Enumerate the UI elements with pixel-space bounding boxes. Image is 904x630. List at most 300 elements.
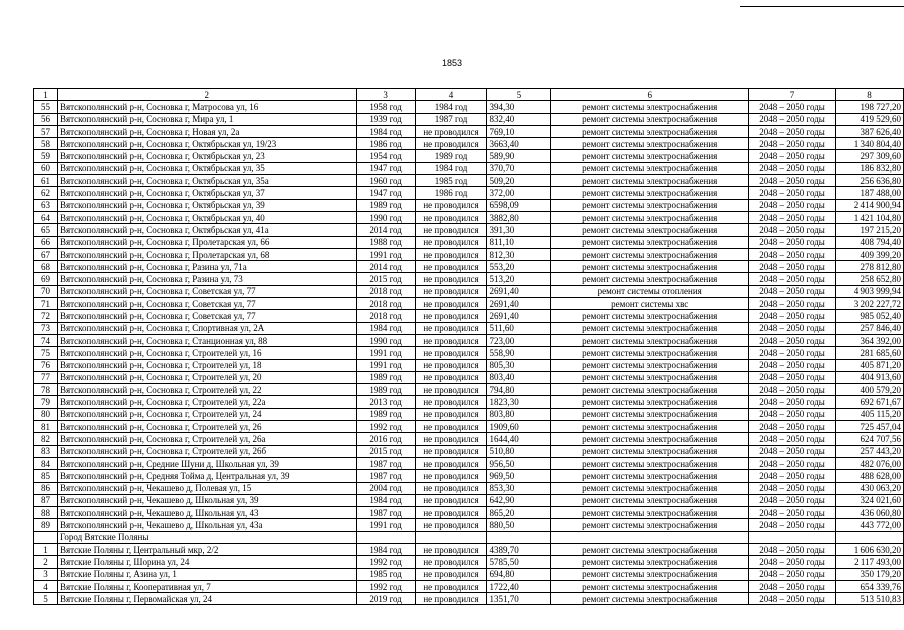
table-cell [487,531,551,543]
table-cell: 88 [34,507,58,519]
table-cell: 985 052,40 [836,310,904,322]
table-row [34,224,904,236]
table-cell: не проводился [415,556,487,568]
table-row [34,248,904,260]
table-cell: 59 [34,150,58,162]
column-number-cell: 2 [57,89,356,101]
table-cell: 198 727,20 [836,101,904,113]
page-number: 1853 [441,58,463,68]
table-cell: 794,80 [487,384,551,396]
table-cell: ремонт системы электроснабжения [551,421,749,433]
table-cell: не проводился [415,371,487,383]
table-cell: 2048 – 2050 годы [749,347,836,359]
table-cell: 78 [34,384,58,396]
table-cell: Вятскополянский р-н, Сосновка г, Строителей ул, 22 [57,384,356,396]
table-cell: 79 [34,396,58,408]
table-cell: не проводился [415,248,487,260]
table-cell: 197 215,20 [836,224,904,236]
table-cell: 2048 – 2050 годы [749,359,836,371]
table-cell: 2048 – 2050 годы [749,162,836,174]
table-cell: Вятскополянский р-н, Сосновка г, Пролетарская ул, 68 [57,248,356,260]
table-row [34,347,904,359]
table-cell: 2048 – 2050 годы [749,371,836,383]
table-cell: не проводился [415,138,487,150]
table-cell: 2691,40 [487,285,551,297]
table-cell: 853,30 [487,482,551,494]
table-row [34,371,904,383]
table-cell: Вятскополянский р-н, Чекашево д, Полевая ул, 15 [57,482,356,494]
table-row [34,310,904,322]
table-cell: 1986 год [415,187,487,199]
table-cell: 880,50 [487,519,551,531]
table-cell: 1992 год [356,556,415,568]
table-cell: 2048 – 2050 годы [749,494,836,506]
table-cell: ремонт системы электроснабжения [551,408,749,420]
table-cell: 553,20 [487,261,551,273]
table-cell: 57 [34,125,58,137]
table-cell: не проводился [415,384,487,396]
table-cell: ремонт системы электроснабжения [551,125,749,137]
table-cell: 2013 год [356,396,415,408]
table-cell: 1909,60 [487,421,551,433]
table-cell: 2048 – 2050 годы [749,125,836,137]
table-cell: 2048 – 2050 годы [749,396,836,408]
table-cell: 72 [34,310,58,322]
table-cell: 1 [34,543,58,555]
table-row [34,445,904,457]
table-cell: 68 [34,261,58,273]
table-cell: Вятскополянский р-н, Сосновка г, Разина ул, 73 [57,273,356,285]
table-cell: не проводился [415,408,487,420]
table-row [34,322,904,334]
table-cell: не проводился [415,298,487,310]
table-cell: ремонт системы электроснабжения [551,482,749,494]
table-cell: не проводился [415,322,487,334]
table-cell: 60 [34,162,58,174]
table-cell: 67 [34,248,58,260]
table-cell: 2048 – 2050 годы [749,482,836,494]
table-cell [34,531,58,543]
table-row [34,359,904,371]
table-cell: не проводился [415,285,487,297]
table-cell: Вятскополянский р-н, Сосновка г, Октябрьская ул, 35а [57,175,356,187]
table-cell: не проводился [415,310,487,322]
table-cell: 2048 – 2050 годы [749,519,836,531]
table-cell: Вятскополянский р-н, Сосновка г, Спортивная ул, 2А [57,322,356,334]
table-cell: не проводился [415,334,487,346]
table-cell: 61 [34,175,58,187]
table-cell: ремонт системы электроснабжения [551,347,749,359]
table-row [34,175,904,187]
table-cell: Вятскополянский р-н, Сосновка г, Строителей ул, 18 [57,359,356,371]
table-cell: ремонт системы электроснабжения [551,199,749,211]
table-cell: ремонт системы электроснабжения [551,556,749,568]
table-cell: 409 399,20 [836,248,904,260]
table-cell: 2016 год [356,433,415,445]
table-row [34,334,904,346]
table-cell: Вятскополянский р-н, Сосновка г, Строителей ул, 20 [57,371,356,383]
table-cell: 2048 – 2050 годы [749,248,836,260]
table-cell: 2015 год [356,445,415,457]
table-cell: не проводился [415,359,487,371]
table-cell: 1 340 804,40 [836,138,904,150]
table-cell: 1992 год [356,580,415,592]
table-cell: не проводился [415,261,487,273]
table-cell: 400 579,20 [836,384,904,396]
table-cell: 75 [34,347,58,359]
table-cell: 642,90 [487,494,551,506]
table-cell: 482 076,00 [836,457,904,469]
table-row [34,568,904,580]
table-cell: 2048 – 2050 годы [749,433,836,445]
table-cell: 2048 – 2050 годы [749,298,836,310]
table-cell: ремонт системы электроснабжения [551,261,749,273]
table-cell: 1960 год [356,175,415,187]
table-cell: 1984 год [356,494,415,506]
table-cell: ремонт системы электроснабжения [551,224,749,236]
table-cell: 4 [34,580,58,592]
table-row [34,138,904,150]
table-cell: 419 529,60 [836,113,904,125]
table-row [34,556,904,568]
table-cell: 404 913,60 [836,371,904,383]
table-row [34,421,904,433]
table-cell: не проводился [415,519,487,531]
table-cell: 589,90 [487,150,551,162]
section-row [34,531,904,543]
table-cell [356,531,415,543]
table-cell: Вятские Поляны г, Кооперативная ул, 7 [57,580,356,592]
table-cell: ремонт системы электроснабжения [551,396,749,408]
table-cell: 1992 год [356,421,415,433]
table-cell: 1989 год [356,408,415,420]
table-cell: Вятскополянский р-н, Сосновка г, Строителей ул, 26 [57,421,356,433]
table-cell: 324 021,60 [836,494,904,506]
table-cell: ремонт системы электроснабжения [551,494,749,506]
table-cell: 65 [34,224,58,236]
table-cell: 76 [34,359,58,371]
table-cell: 82 [34,433,58,445]
table-cell: 513,20 [487,273,551,285]
table-cell: 62 [34,187,58,199]
table-cell: 2 414 900,94 [836,199,904,211]
table-cell: Вятскополянский р-н, Сосновка г, Строителей ул, 26а [57,433,356,445]
table-cell: 84 [34,457,58,469]
table-cell: ремонт системы электроснабжения [551,113,749,125]
table-cell: 258 652,80 [836,273,904,285]
table-cell: 408 794,40 [836,236,904,248]
table-cell: 86 [34,482,58,494]
table-cell: 2691,40 [487,310,551,322]
top-rule [740,6,904,7]
table-row [34,125,904,137]
table-cell: 364 392,00 [836,334,904,346]
table-cell: 394,30 [487,101,551,113]
table-row [34,384,904,396]
table-row [34,519,904,531]
table-cell: 1722,40 [487,580,551,592]
table-cell: ремонт системы электроснабжения [551,593,749,605]
table-cell: 2018 год [356,310,415,322]
table-cell: не проводился [415,482,487,494]
table-cell: 3 202 227,72 [836,298,904,310]
table-cell: Вятскополянский р-н, Сосновка г, Разина ул, 71а [57,261,356,273]
table-cell: 66 [34,236,58,248]
column-number-cell: 3 [356,89,415,101]
table-row [34,211,904,223]
table-cell: 2048 – 2050 годы [749,150,836,162]
table-cell: 2048 – 2050 годы [749,322,836,334]
table-row [34,187,904,199]
table-cell: Вятскополянский р-н, Сосновка г, Станционная ул, 88 [57,334,356,346]
table-cell: 2048 – 2050 годы [749,101,836,113]
table-cell: 2 [34,556,58,568]
table-cell: Вятскополянский р-н, Чекашево д, Школьная ул, 43а [57,519,356,531]
table-cell: не проводился [415,433,487,445]
column-number-cell: 7 [749,89,836,101]
table-cell: 723,00 [487,334,551,346]
table-cell: Вятскополянский р-н, Сосновка г, Советская ул, 77 [57,310,356,322]
table-cell: Вятскополянский р-н, Сосновка г, Строителей ул, 22а [57,396,356,408]
table-cell: 2048 – 2050 годы [749,568,836,580]
table-cell: 1988 год [356,236,415,248]
table-cell: 811,10 [487,236,551,248]
table-cell: 55 [34,101,58,113]
table-cell: Вятские Поляны г, Азина ул, 1 [57,568,356,580]
table-cell: 4 903 999,94 [836,285,904,297]
table-cell: 1987 год [415,113,487,125]
table-cell: 83 [34,445,58,457]
table-cell: Вятскополянский р-н, Сосновка г, Строителей ул, 24 [57,408,356,420]
table-cell: 405 115,20 [836,408,904,420]
table-cell: 1991 год [356,248,415,260]
table-cell: 1989 год [356,371,415,383]
table-cell: 2015 год [356,273,415,285]
table-row [34,507,904,519]
table-row [34,408,904,420]
table-cell: ремонт системы электроснабжения [551,433,749,445]
table-cell: 2048 – 2050 годы [749,593,836,605]
table-cell: 430 063,20 [836,482,904,494]
table-cell: Вятскополянский р-н, Сосновка г, Новая ул, 2а [57,125,356,137]
table-cell [551,531,749,543]
table-row [34,580,904,592]
table-cell: 74 [34,334,58,346]
table-cell: 387 626,40 [836,125,904,137]
table-cell: 2048 – 2050 годы [749,457,836,469]
table-cell: не проводился [415,199,487,211]
table-cell: 1984 год [356,125,415,137]
table-row [34,470,904,482]
table-cell: 2048 – 2050 годы [749,273,836,285]
table-cell: 2048 – 2050 годы [749,384,836,396]
table-cell: 391,30 [487,224,551,236]
table-cell: 5785,50 [487,556,551,568]
table-cell: ремонт системы электроснабжения [551,580,749,592]
table-cell: 1989 год [356,384,415,396]
table-cell: 624 707,56 [836,433,904,445]
table-cell: 2048 – 2050 годы [749,187,836,199]
table-row [34,150,904,162]
table-row [34,433,904,445]
table-cell [836,531,904,543]
table-cell: 69 [34,273,58,285]
table-cell: ремонт системы электроснабжения [551,101,749,113]
table-cell: 1644,40 [487,433,551,445]
table-row [34,593,904,605]
register-table [33,88,904,605]
table-cell: ремонт системы электроснабжения [551,359,749,371]
table-cell: не проводился [415,211,487,223]
table-row [34,494,904,506]
table-cell: 405 871,20 [836,359,904,371]
table-cell: 2691,40 [487,298,551,310]
table-cell: 1991 год [356,519,415,531]
table-cell: 58 [34,138,58,150]
table-cell: ремонт системы электроснабжения [551,384,749,396]
table-cell: Вятскополянский р-н, Сосновка г, Октябрьская ул, 35 [57,162,356,174]
table-row [34,482,904,494]
table-cell: 5 [34,593,58,605]
table-cell: Город Вятские Поляны [57,531,356,543]
table-cell: не проводился [415,457,487,469]
table-cell: не проводился [415,494,487,506]
table-cell: 297 309,60 [836,150,904,162]
table-cell: не проводился [415,396,487,408]
table-cell: 1990 год [356,211,415,223]
table-cell: 2048 – 2050 годы [749,310,836,322]
table-cell: Вятскополянский р-н, Сосновка г, Октябрьская ул, 41а [57,224,356,236]
table-cell: 70 [34,285,58,297]
table-cell: 1986 год [356,138,415,150]
table-cell: не проводился [415,236,487,248]
table-cell: Вятскополянский р-н, Сосновка г, Октябрьская ул, 39 [57,199,356,211]
table-cell: ремонт системы электроснабжения [551,470,749,482]
table-cell: 2048 – 2050 годы [749,138,836,150]
table-cell: 187 488,00 [836,187,904,199]
table-cell: 4389,70 [487,543,551,555]
table-cell: 511,60 [487,322,551,334]
table-cell: 443 772,00 [836,519,904,531]
table-cell: 6598,09 [487,199,551,211]
table-cell: 1984 год [356,543,415,555]
table-cell: Вятскополянский р-н, Сосновка г, Строителей ул, 16 [57,347,356,359]
table-cell: 256 636,80 [836,175,904,187]
table-cell: ремонт системы электроснабжения [551,248,749,260]
table-cell: 1939 год [356,113,415,125]
table-cell: 692 671,67 [836,396,904,408]
table-cell: ремонт системы электроснабжения [551,371,749,383]
table-cell: 969,50 [487,470,551,482]
table-cell: 1987 год [356,507,415,519]
column-number-cell: 1 [34,89,58,101]
table-cell: Вятскополянский р-н, Сосновка г, Октябрьская ул, 19/23 [57,138,356,150]
table-cell: Вятские Поляны г, Шорина ул, 24 [57,556,356,568]
table-cell: 370,70 [487,162,551,174]
table-cell: Вятскополянский р-н, Чекашево д, Школьная ул, 39 [57,494,356,506]
table-cell: 89 [34,519,58,531]
table-cell: 803,80 [487,408,551,420]
table-cell: 281 685,60 [836,347,904,359]
table-cell: 2048 – 2050 годы [749,224,836,236]
table-cell: ремонт системы электроснабжения [551,310,749,322]
table-cell: 510,80 [487,445,551,457]
table-cell: не проводился [415,470,487,482]
table-cell: 1 606 630,20 [836,543,904,555]
table-cell: 2048 – 2050 годы [749,285,836,297]
table-cell: 2048 – 2050 годы [749,421,836,433]
table-cell: 1 421 104,80 [836,211,904,223]
table-cell: 1351,70 [487,593,551,605]
table-cell: 2048 – 2050 годы [749,261,836,273]
table-cell: ремонт системы электроснабжения [551,445,749,457]
table-cell: 1985 год [415,175,487,187]
table-row [34,396,904,408]
table-cell: ремонт системы хвс [551,298,749,310]
table-cell: Вятскополянский р-н, Сосновка г, Октябрьская ул, 37 [57,187,356,199]
table-cell: 1984 год [415,101,487,113]
table-cell: ремонт системы электроснабжения [551,162,749,174]
table-cell: 2048 – 2050 годы [749,445,836,457]
table-cell: ремонт системы отопления [551,285,749,297]
table-row [34,285,904,297]
table-cell: Вятскополянский р-н, Сосновка г, Мира ул, 1 [57,113,356,125]
table-cell: 1991 год [356,359,415,371]
table-cell: 77 [34,371,58,383]
table-cell [749,531,836,543]
table-cell: 654 339,76 [836,580,904,592]
table-cell: 509,20 [487,175,551,187]
table-row [34,162,904,174]
table-cell: 2048 – 2050 годы [749,470,836,482]
table-cell: ремонт системы электроснабжения [551,507,749,519]
table-cell: Вятскополянский р-н, Сосновка г, Советская ул, 77 [57,285,356,297]
table-cell: не проводился [415,593,487,605]
table-cell: не проводился [415,568,487,580]
table-cell: не проводился [415,507,487,519]
table-cell: 2048 – 2050 годы [749,211,836,223]
table-cell: ремонт системы электроснабжения [551,568,749,580]
table-cell: не проводился [415,347,487,359]
table-cell: 956,50 [487,457,551,469]
table-cell: 73 [34,322,58,334]
table-cell: 812,30 [487,248,551,260]
table-cell: 2004 год [356,482,415,494]
table-cell: Вятскополянский р-н, Сосновка г, Пролетарская ул, 66 [57,236,356,248]
table-cell: 3 [34,568,58,580]
table-cell: ремонт системы электроснабжения [551,175,749,187]
table-cell: 87 [34,494,58,506]
table-cell: ремонт системы электроснабжения [551,519,749,531]
table-cell: ремонт системы электроснабжения [551,273,749,285]
table-cell: Вятские Поляны г, Первомайская ул, 24 [57,593,356,605]
table-cell: 2019 год [356,593,415,605]
table-cell: 80 [34,408,58,420]
table-cell: 1987 год [356,457,415,469]
table-row [34,543,904,555]
table-cell: не проводился [415,580,487,592]
table-cell: 2018 год [356,298,415,310]
table-cell: 1823,30 [487,396,551,408]
table-cell: 2048 – 2050 годы [749,334,836,346]
table-row [34,236,904,248]
table-cell: 2 117 493,00 [836,556,904,568]
table-cell: Вятскополянский р-н, Сосновка г, Матросова ул, 16 [57,101,356,113]
table-cell: 2048 – 2050 годы [749,113,836,125]
table-cell: Вятскополянский р-н, Чекашево д, Школьная ул, 43 [57,507,356,519]
table-row [34,261,904,273]
table-cell: 725 457,04 [836,421,904,433]
